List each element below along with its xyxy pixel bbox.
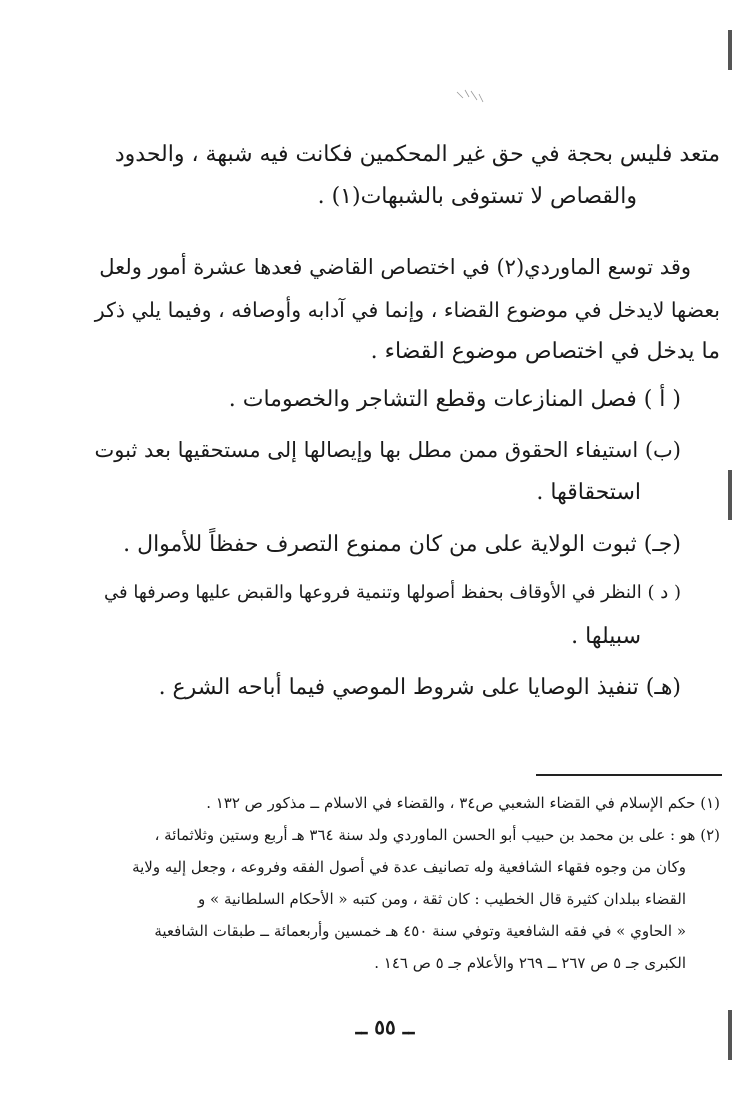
footnote-2-line-3: القضاء ببلدان كثيرة قال الخطيب : كان ثقة ، ومن كتبه « الأحكام السلطانية » و (198, 890, 686, 908)
scan-speck (455, 88, 485, 104)
footnote-2-line-5: الكبرى جـ ٥ ص ٢٦٧ ــ ٢٦٩ والأعلام جـ ٥ ص ١٤٦ . (374, 954, 686, 972)
footnote-separator (536, 774, 722, 776)
list-item-d-cont: سبيلها . (571, 624, 641, 649)
list-item-a: ( أ ) فصل المنازعات وقطع التشاجر والخصومات . (228, 387, 681, 412)
scan-edge-mark (728, 1010, 732, 1060)
body-line-5: ما يدخل في اختصاص موضوع القضاء . (370, 339, 720, 364)
footnote-2-line-4: « الحاوي » في فقه الشافعية وتوفي سنة ٤٥٠ هـ خمسين وأربعمائة ــ طبقات الشافعية (154, 922, 686, 940)
list-item-d: ( د ) النظر في الأوقاف بحفظ أصولها وتنمية فروعها والقبض عليها وصرفها في (104, 582, 681, 603)
footnote-1: (١) حكم الإسلام في القضاء الشعبي ص٣٤ ، والقضاء في الاسلام ــ مذكور ص ١٣٢ . (206, 794, 720, 812)
list-item-c: (جـ) ثبوت الولاية على من كان ممنوع التصرف حفظاً للأموال . (123, 532, 681, 557)
body-line-4: بعضها لايدخل في موضوع القضاء ، وإنما في آدابه وأوصافه ، وفيما يلي ذكر (94, 298, 720, 322)
scan-edge-mark (728, 30, 732, 70)
page-number: ــ ٥٥ ــ (355, 1015, 415, 1039)
list-item-b-cont: استحقاقها . (536, 480, 641, 505)
footnote-2-line-2: وكان من وجوه فقهاء الشافعية وله تصانيف عدة في أصول الفقه وفروعه ، وجعل إليه ولاية (132, 858, 686, 876)
list-item-b: (ب) استيفاء الحقوق ممن مطل بها وإيصالها إلى مستحقيها بعد ثبوت (94, 438, 681, 462)
scan-edge-mark (728, 470, 732, 520)
footnote-2: (٢) هو : على بن محمد بن حبيب أبو الحسن الماوردي ولد سنة ٣٦٤ هـ أربع وستين وثلاثمائة ، (154, 826, 720, 844)
list-item-e: (هـ) تنفيذ الوصايا على شروط الموصي فيما أباحه الشرع . (158, 675, 681, 700)
body-line-3: وقد توسع الماوردي(٢) في اختصاص القاضي فعدها عشرة أمور ولعل (99, 255, 691, 279)
body-line-2: والقصاص لا تستوفى بالشبهات(١) . (317, 184, 637, 209)
body-line-1: متعد فليس بحجة في حق غير المحكمين فكانت فيه شبهة ، والحدود (114, 142, 720, 167)
